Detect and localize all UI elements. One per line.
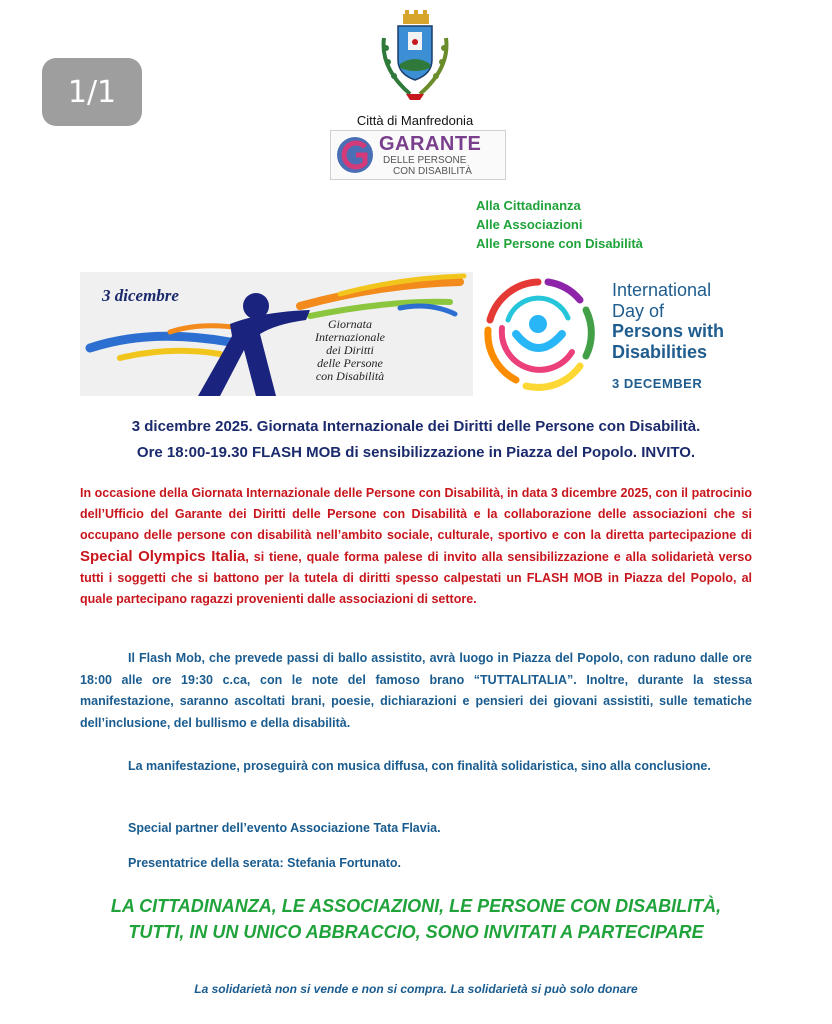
- garante-subtitle-2: CON DISABILITÀ: [393, 166, 472, 177]
- garante-logo: [330, 130, 506, 180]
- presenter-text: Presentatrice della serata: Stefania Fortunato.: [128, 856, 402, 870]
- flash-mob-paragraph: [80, 648, 752, 734]
- idpd-text-line: Day of: [612, 301, 665, 321]
- music-text: La manifestazione, proseguirà con musica diffusa, con finalità solidaristica, sino alla conclusione.: [128, 759, 711, 773]
- garante-title: GARANTE: [379, 133, 482, 155]
- closing-invitation: [60, 893, 772, 945]
- caption-line: Giornata: [327, 317, 372, 331]
- headline-line-2: Ore 18:00-19.30 FLASH MOB di sensibilizzazione in Piazza del Popolo. INVITO.: [136, 444, 696, 461]
- headline: [60, 414, 772, 466]
- caption-line: delle Persone: [317, 356, 383, 370]
- recipient-persons: Alle Persone con Disabilità: [476, 236, 643, 251]
- recipient-associations: Alle Associazioni: [476, 217, 583, 232]
- intro-paragraph: [80, 483, 752, 610]
- recipient-citizens: Alla Cittadinanza: [476, 198, 581, 213]
- caption-line: Internazionale: [315, 330, 385, 344]
- partner-paragraph: [80, 818, 752, 840]
- page-counter-badge: 1/1: [42, 58, 142, 126]
- motto: La solidarietà non si vende e non si compra. La solidarietà si può solo donare: [194, 982, 638, 996]
- garante-g-icon: [335, 135, 375, 175]
- banner-caption: [315, 318, 385, 383]
- flash-mob-text: Il Flash Mob, che prevede passi di ballo assistito, avrà luogo in Piazza del Popolo, con raduno dalle ore 18:00 alle ore 19:30 c.ca, con le note del famoso brano “TUTTALITALIA”. Inoltre, durante la stessa manifestazione, saranno ascoltati brani, poesie, dichiarazioni e pensieri dei giovani assistiti, sulle tematiche dell’inclusione, del bullismo e della disabilità.: [80, 651, 752, 730]
- idpd-emblem-icon: [476, 272, 600, 396]
- city-crest-logo: [370, 8, 460, 112]
- caption-line: con Disabilità: [315, 369, 385, 383]
- closing-line-1: LA CITTADINANZA, LE ASSOCIAZIONI, LE PERSONE CON DISABILITÀ,: [110, 896, 722, 916]
- presenter-paragraph: [80, 853, 752, 875]
- partner-text: Special partner dell’evento Associazione Tata Flavia.: [128, 821, 441, 835]
- idpd-text-line: International: [612, 280, 712, 300]
- caption-line: dei Diritti: [326, 343, 374, 357]
- idpd-text-line: Persons with: [612, 321, 725, 341]
- idpd-date: 3 DECEMBER: [612, 376, 703, 391]
- recipients-list: [476, 196, 643, 253]
- garante-subtitle-1: DELLE PERSONE: [383, 155, 467, 166]
- banner-date: 3 dicembre: [102, 286, 179, 305]
- music-paragraph: [80, 756, 752, 778]
- banner-idpd: [476, 272, 766, 396]
- city-name: Città di Manfredonia: [356, 113, 474, 128]
- closing-line-2: TUTTI, IN UN UNICO ABBRACCIO, SONO INVITATI A PARTECIPARE: [128, 922, 704, 942]
- intro-text-continued: , si tiene, quale forma palese di invito alla sensibilizzazione e alla solidarietà verso tutti i soggetti che si battono per la tutela di diritti spesso calpestati un FLASH MOB in Piazza del Popolo, al quale partecipano ragazzi provenienti dalle associazioni di settore.: [80, 550, 753, 606]
- special-olympics-highlight: Special Olympics Italia: [80, 548, 246, 565]
- idpd-text-line: Disabilities: [612, 342, 708, 362]
- intro-text: In occasione della Giornata Internazionale delle Persone con Disabilità, in data 3 dicembre 2025, con il patrocinio dell’Ufficio del Garante dei Diritti delle Persone con Disabilità e la collaborazione delle associazioni che si occupano delle persone con disabilità nell’ambito sociale, culturale, sportivo e con la diretta partecipazione di: [80, 486, 752, 542]
- headline-line-1: 3 dicembre 2025. Giornata Internazionale dei Diritti delle Persone con Disabilità.: [131, 418, 701, 435]
- banner-giornata: [80, 272, 473, 396]
